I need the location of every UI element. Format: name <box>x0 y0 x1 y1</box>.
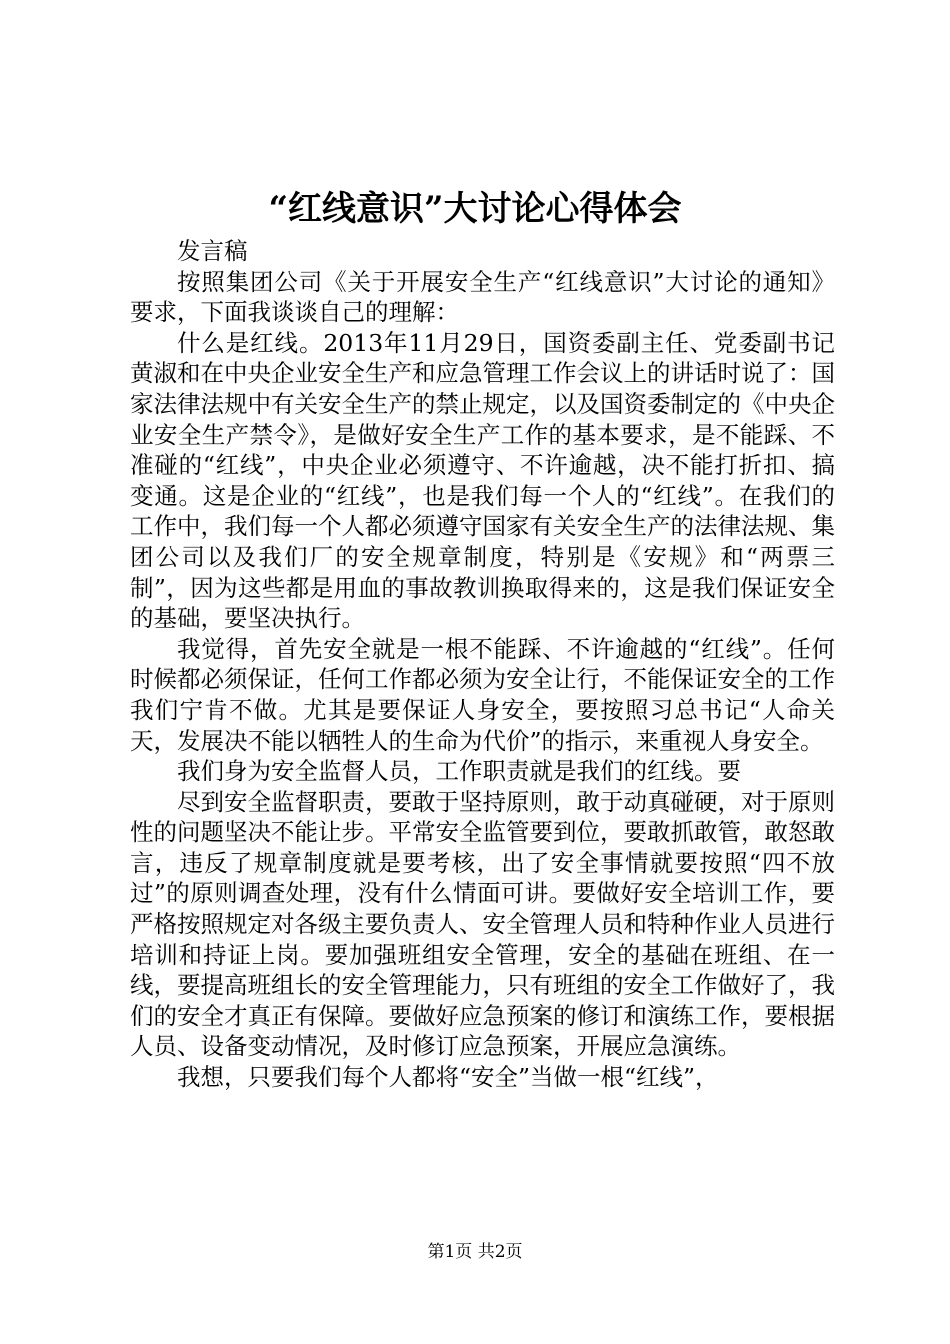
paragraph-conclusion: 我想，只要我们每个人都将“安全”当做一根“红线”， <box>177 1063 719 1092</box>
paragraph-safety-first: 我觉得，首先安全就是一根不能踩、不许逾越的“红线”。任何时候都必须保证，任何工作都必须为安全让行，不能保证安全的工作我们宁肯不做。尤其是要保证人身安全，要按照习总书记“人命关天，发展决不能以牺牲人的生命为代价”的指示，来重视人身安全。 <box>130 634 835 755</box>
paragraph-responsibilities: 尽到安全监督职责，要敢于坚持原则，敢于动真碰硬，对于原则性的问题坚决不能让步。平常安全监管要到位，要敢抓敢管，敢怒敢言，违反了规章制度就是要考核，出了安全事情就要按照“四不放过”的原则调查处理，没有什么情面可讲。要做好安全培训工作，要严格按照规定对各级主要负责人、安全管理人员和特种作业人员进行培训和持证上岗。要加强班组安全管理，安全的基础在班组、在一线，要提高班组长的安全管理能力，只有班组的安全工作做好了，我们的安全才真正有保障。要做好应急预案的修订和演练工作，要根据人员、设备变动情况，及时修订应急预案，开展应急演练。 <box>130 787 835 1061</box>
paragraph-label: 发言稿 <box>177 237 248 265</box>
page-footer: 第1页 共2页 <box>427 1242 523 1262</box>
paragraph-supervisor-duty: 我们身为安全监督人员，工作职责就是我们的红线。要 <box>177 757 741 786</box>
paragraph-intro: 按照集团公司《关于开展安全生产“红线意识”大讨论的通知》要求，下面我谈谈自己的理解： <box>130 267 835 327</box>
document-title: “红线意识”大讨论心得体会 <box>268 189 682 229</box>
document-body <box>130 236 835 1093</box>
paragraph-what-is-redline: 什么是红线。2013年11月29日，国资委副主任、党委副书记黄淑和在中央企业安全生产和应急管理工作会议上的讲话时说了：国家法律法规中有关安全生产的禁止规定，以及国资委制定的《中央企业安全生产禁令》，是做好安全生产工作的基本要求，是不能踩、不准碰的“红线”，中央企业必须遵守、不许逾越，决不能打折扣、搞变通。这是企业的“红线”，也是我们每一个人的“红线”。在我们的工作中，我们每一个人都必须遵守国家有关安全生产的法律法规、集团公司以及我们厂的安全规章制度，特别是《安规》和“两票三制”，因为这些都是用血的事故教训换取得来的，这是我们保证安全的基础，要坚决执行。 <box>130 328 835 633</box>
